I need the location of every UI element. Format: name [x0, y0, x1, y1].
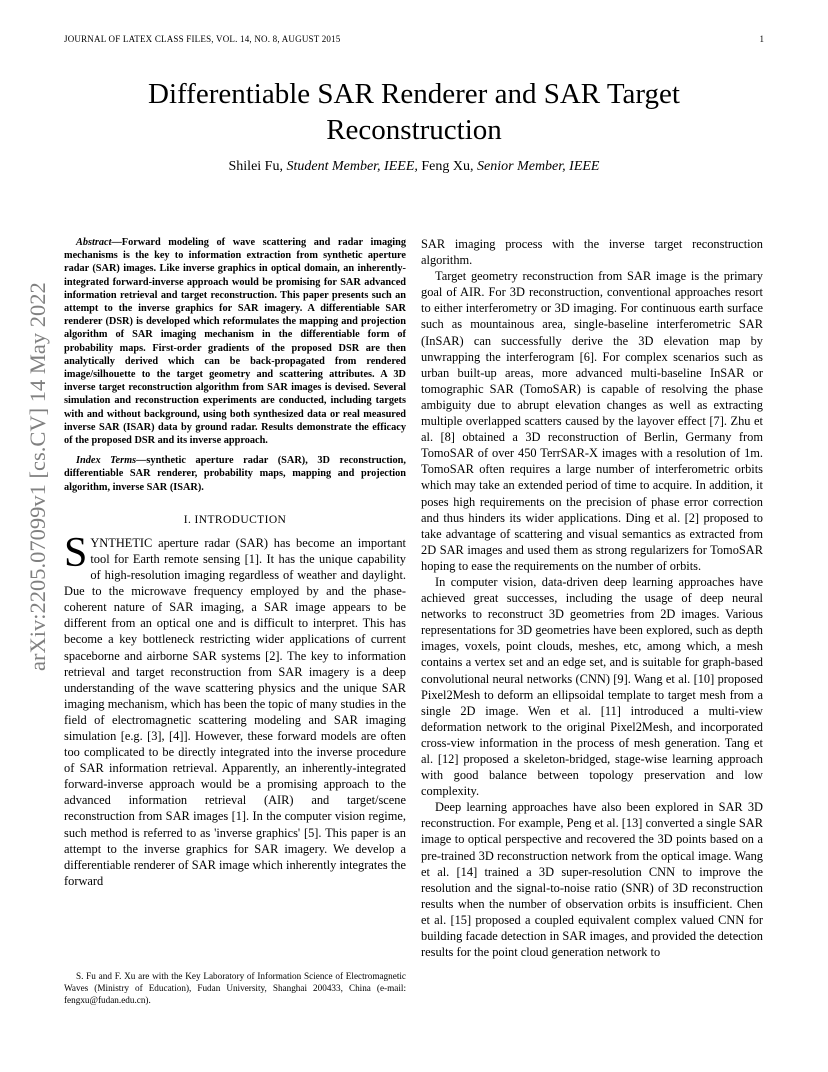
- drop-cap: S: [64, 529, 88, 576]
- section-heading-introduction: I. INTRODUCTION: [183, 513, 287, 526]
- abstract-text: —Forward modeling of wave scattering and radar imaging mechanisms is the key to information extraction from synthetic aperture radar (SAR) images. Like inverse graphics in optical domain, an inherently-integrated forward-inverse approach would be promising for SAR advanced information retrieval and target reconstruction. This paper presents such an attempt to the inverse graphics for SAR imagery. A differentiable SAR renderer (DSR) is developed which reformulates the mapping and projection algorithm of SAR imaging mechanism in the differentiable form of probability maps. First-order gradients of the proposed DSR are then analytically derived which can be back-propagated from rendered image/silhouette to the target geometry and scattering attributes. A 3D inverse target reconstruction algorithm from SAR images is devised. Several simulation and reconstruction experiments are conducted, including targets with and without background, using both synthesized data or real measured inverse SAR (ISAR) data by ground radar. Results demonstrate the efficacy of the proposed DSR and its inverse approach.: [64, 237, 406, 447]
- right-paragraph-2: In computer vision, data-driven deep learning approaches have achieved great successes, including the usage of deep neural networks to reconstruct 3D geometries from 2D images. Various representations for 3D geometries have been explored, such as depth images, voxels, point clouds, meshes, etc, among which, a mesh contains a vertex set and an edge set, and is suitable for graph-based convolutional neural networks (CNN) [9]. Wang et al. [10] proposed Pixel2Mesh to deform an ellipsoidal template to target mesh from a single 2D image. Wen et al. [11] introduced a multi-view deformation network to the original Pixel2Mesh, and incorporated cross-view information in the process of mesh generation. Tang et al. [12] proposed a skeleton-bridged, stage-wise learning approach with good balance between topology preservation and low complexity.: [421, 574, 763, 799]
- left-column: [64, 236, 406, 889]
- index-terms-label: Index Terms: [76, 455, 137, 467]
- intro-paragraph-1-text: YNTHETIC aperture radar (SAR) has become an important tool for Earth remote sensing [1]. It has the unique capability of high-resolution imaging regardless of weather and daylight. Due to the microwave frequency employed by and the phase-coherent nature of SAR imaging, a SAR image appears to be different from an optical one and is difficult to interpret. This has become a key bottleneck restricting wider applications of current spaceborne and airborne SAR systems [2]. The key to information retrieval and target reconstruction from SAR imagery is a deep understanding of the wave scattering physics and the unique SAR imaging mechanism, which has been the topic of many studies in the field of electromagnetic scattering modeling and SAR imaging simulation [e.g. [3], [4]]. However, these forward models are often too complicated to be directly integrated into the inverse procedure of SAR information retrieval. Apparently, an inherently-integrated forward-inverse approach would be a promising approach to the advanced information retrieval (AIR) and target/scene reconstruction from SAR images [1]. In the computer vision regime, such method is referred to as 'inverse graphics' [5]. This paper is an attempt to the inverse graphics for SAR imagery. We develop a differentiable renderer of SAR image which inherently integrates the forward: [64, 535, 406, 888]
- author-2-role: Senior Member, IEEE: [477, 159, 600, 174]
- author-line: [64, 159, 764, 175]
- right-paragraph-3: Deep learning approaches have also been explored in SAR 3D reconstruction. For example, Peng et al. [13] converted a single SAR image to optical perspective and recovered the 3D points based on a pre-trained 3D reconstruction network from the optical image. Wang et al. [14] trained a 3D super-resolution CNN to improve the resolution and the signal-to-noise ratio (SNR) of 3D reconstruction results when the number of observation orbits is insufficient. Chen et al. [15] proposed a coupled equivalent complex valued CNN for building facade detection in SAR images, and provided the detection results for the point cloud generation network to: [421, 800, 763, 960]
- index-terms-text: —synthetic aperture radar (SAR), 3D reconstruction, differentiable SAR renderer, probability maps, mapping and projection algorithm, inverse SAR (ISAR).: [64, 455, 406, 493]
- right-column: [421, 236, 763, 960]
- author-1-name: Shilei Fu,: [228, 159, 283, 174]
- paper-title: Differentiable SAR Renderer and SAR Target Reconstruction: [148, 78, 680, 146]
- arxiv-stamp[interactable]: arXiv:2205.07099v1 [cs.CV] 14 May 2022: [25, 282, 50, 672]
- author-1-role: Student Member, IEEE,: [286, 159, 418, 174]
- right-paragraph-1: Target geometry reconstruction from SAR image is the primary goal of AIR. For 3D reconstruction, conventional approaches resort to either interferometry or 3D imaging. For continuous earth surface such as mountainous area, single-baseline interferometric SAR (InSAR) can successfully derive the 3D elevation map by unwrapping the interferogram [6]. For complex scenarios such as urban built-up areas, more advanced multi-baseline InSAR or tomographic SAR (TomoSAR) is capable of resolving the phase ambiguity due to abrupt elevation changes as well as extracting multiple overlapped scatters caused by the layover effect [7]. Zhu et al. [8] obtained a 3D reconstruction of Berlin, Germany from TomoSAR of over 450 TerrSAR-X images with a resolution of 1m. TomoSAR often requires a large number of interferometric orbits which may take an extended period of time to acquire. In addition, it poses high requirements on the precision of phase error correction and thus hinders its wider applications. Ding et al. [2] proposed to take advantage of scattering and visual semantics as extracted from 2D SAR images and used them as strong regularizers for TomoSAR hoping to ease the requirements on the number of orbits.: [421, 269, 763, 573]
- index-terms: [64, 454, 406, 494]
- right-paragraph-0: SAR imaging process with the inverse target reconstruction algorithm.: [421, 237, 763, 268]
- abstract: [64, 236, 406, 447]
- affiliation-footnote: S. Fu and F. Xu are with the Key Laboratory of Information Science of Electromagnetic Waves (Ministry of Education), Fudan University, Shanghai 200433, China (e-mail: fengxu@fudan.edu.cn).: [64, 971, 406, 1006]
- intro-paragraph-1: [64, 529, 406, 889]
- page-number: 1: [759, 34, 764, 44]
- abstract-label: Abstract: [76, 237, 112, 248]
- running-head: JOURNAL OF LATEX CLASS FILES, VOL. 14, NO. 8, AUGUST 2015: [64, 34, 341, 44]
- author-2-name: Feng Xu,: [421, 159, 474, 174]
